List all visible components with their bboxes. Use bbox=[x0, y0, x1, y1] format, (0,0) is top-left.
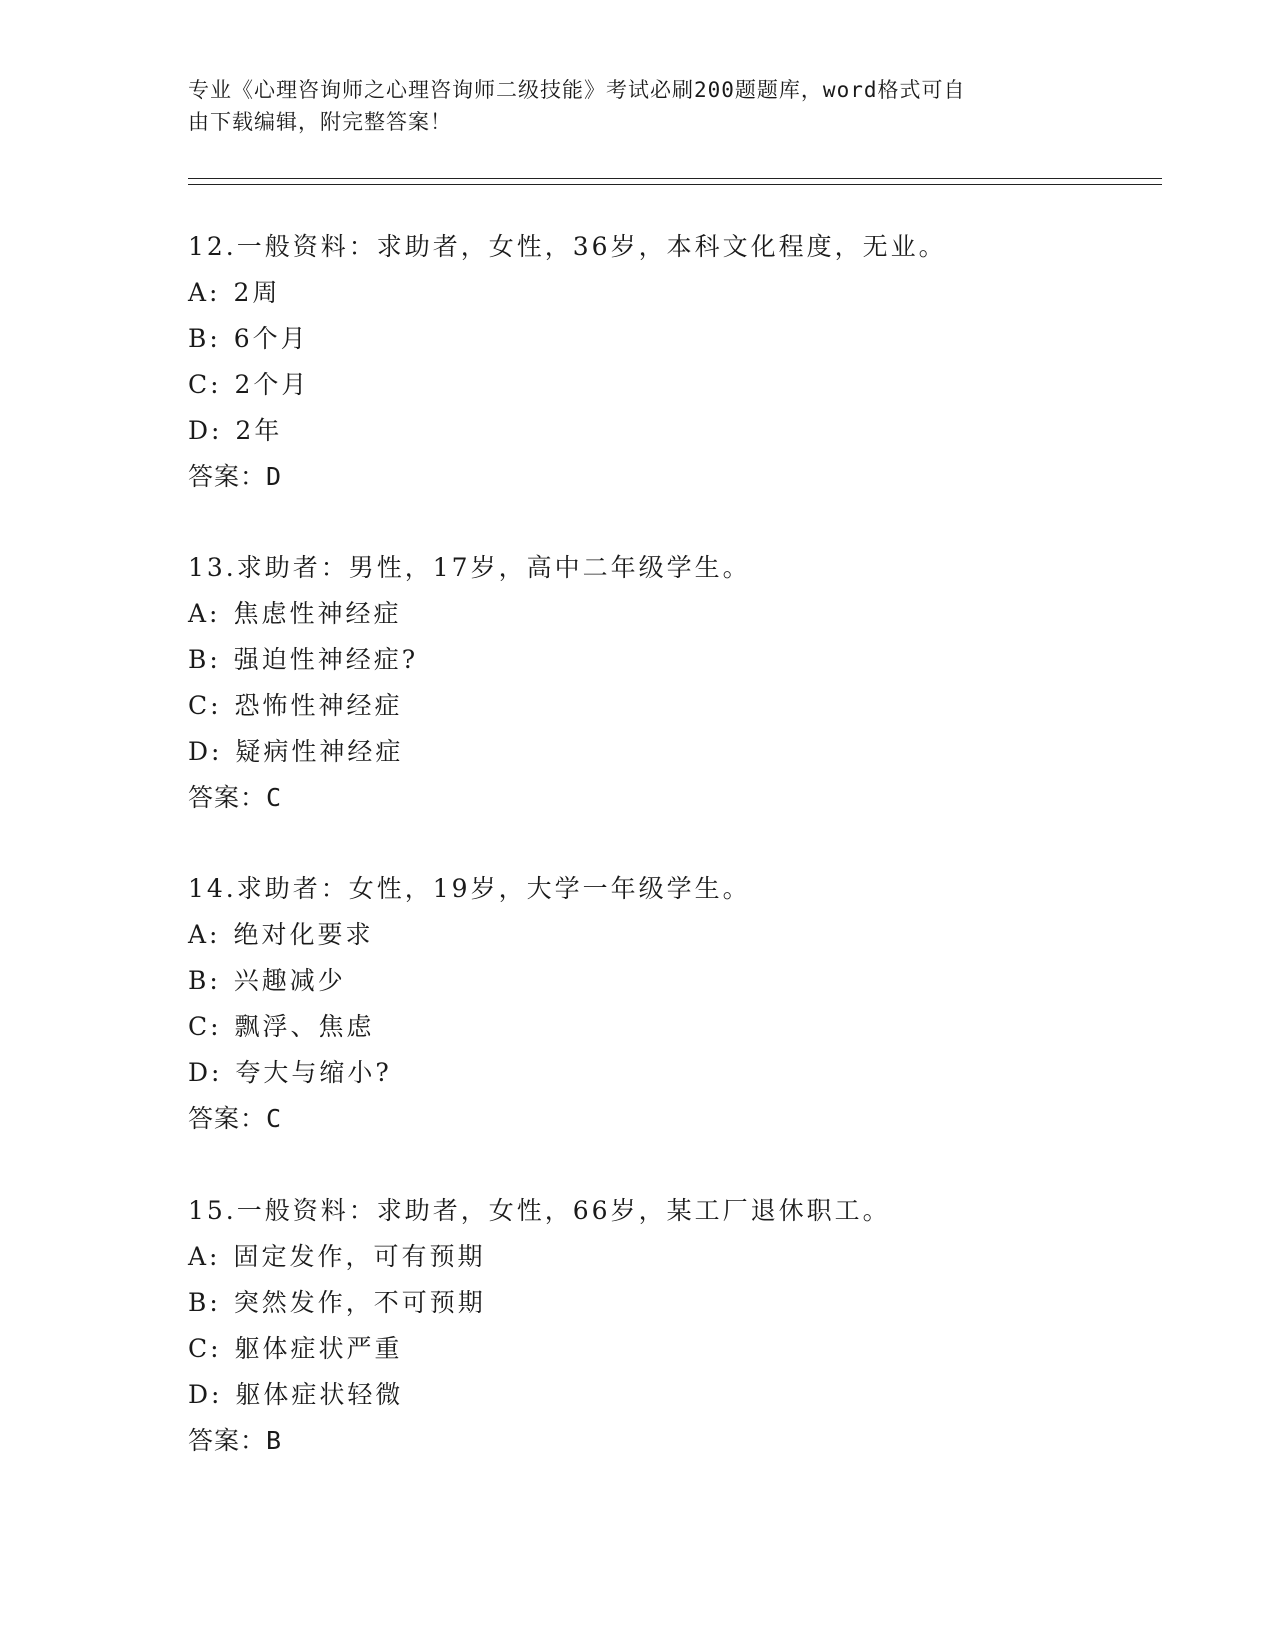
answer-line: 答案：D bbox=[188, 462, 283, 491]
option-letter: A: bbox=[188, 278, 221, 307]
option-text: 固定发作，可有预期 bbox=[233, 1242, 486, 1271]
option-d bbox=[188, 729, 1138, 775]
option-b bbox=[188, 316, 1138, 362]
question-stem: 12.一般资料：求助者，女性，36岁，本科文化程度，无业。 bbox=[188, 232, 947, 261]
question-12 bbox=[188, 224, 1138, 500]
option-letter: C: bbox=[188, 691, 222, 720]
option-a bbox=[188, 591, 1138, 637]
option-text: 2周 bbox=[233, 278, 281, 307]
answer-line: 答案：C bbox=[188, 1104, 283, 1133]
header-divider bbox=[188, 178, 1162, 185]
option-c bbox=[188, 1326, 1138, 1372]
option-letter: C: bbox=[188, 1012, 222, 1041]
option-text: 绝对化要求 bbox=[233, 920, 374, 949]
option-text: 2年 bbox=[235, 416, 283, 445]
option-letter: A: bbox=[188, 920, 221, 949]
question-stem: 13.求助者：男性，17岁，高中二年级学生。 bbox=[188, 553, 751, 582]
option-d bbox=[188, 1050, 1138, 1096]
option-letter: A: bbox=[188, 1242, 221, 1271]
option-letter: B: bbox=[188, 324, 221, 353]
option-text: 6个月 bbox=[233, 324, 309, 353]
option-b bbox=[188, 1280, 1138, 1326]
option-a bbox=[188, 912, 1138, 958]
option-b bbox=[188, 637, 1138, 683]
question-14 bbox=[188, 866, 1138, 1142]
option-letter: D: bbox=[188, 1380, 223, 1409]
option-text: 夸大与缩小? bbox=[235, 1058, 392, 1087]
question-15 bbox=[188, 1188, 1138, 1464]
option-a bbox=[188, 270, 1138, 316]
option-text: 躯体症状轻微 bbox=[235, 1380, 404, 1409]
option-c bbox=[188, 683, 1138, 729]
option-letter: D: bbox=[188, 737, 223, 766]
answer-line: 答案：B bbox=[188, 1426, 283, 1455]
option-text: 焦虑性神经症 bbox=[233, 599, 402, 628]
option-text: 强迫性神经症? bbox=[233, 645, 419, 674]
option-d bbox=[188, 1372, 1138, 1418]
option-d bbox=[188, 408, 1138, 454]
option-letter: C: bbox=[188, 370, 222, 399]
option-letter: A: bbox=[188, 599, 221, 628]
question-13 bbox=[188, 545, 1138, 821]
option-b bbox=[188, 958, 1138, 1004]
option-letter: B: bbox=[188, 966, 221, 995]
header-line-1: 专业《心理咨询师之心理咨询师二级技能》考试必刷200题题库，word格式可自 bbox=[188, 78, 966, 102]
option-text: 躯体症状严重 bbox=[234, 1334, 403, 1363]
option-text: 飘浮、焦虑 bbox=[234, 1012, 375, 1041]
option-c bbox=[188, 1004, 1138, 1050]
question-stem: 14.求助者：女性，19岁，大学一年级学生。 bbox=[188, 874, 751, 903]
option-text: 恐怖性神经症 bbox=[234, 691, 403, 720]
option-text: 兴趣减少 bbox=[233, 966, 346, 995]
option-a bbox=[188, 1234, 1138, 1280]
option-letter: B: bbox=[188, 645, 221, 674]
answer-line: 答案：C bbox=[188, 783, 283, 812]
document-header bbox=[188, 74, 1068, 138]
header-line-2: 由下载编辑，附完整答案！ bbox=[188, 110, 452, 134]
option-letter: B: bbox=[188, 1288, 221, 1317]
option-text: 疑病性神经症 bbox=[235, 737, 404, 766]
option-letter: D: bbox=[188, 1058, 223, 1087]
option-text: 2个月 bbox=[234, 370, 310, 399]
option-letter: D: bbox=[188, 416, 223, 445]
option-letter: C: bbox=[188, 1334, 222, 1363]
question-stem: 15.一般资料：求助者，女性，66岁，某工厂退休职工。 bbox=[188, 1196, 891, 1225]
option-c bbox=[188, 362, 1138, 408]
option-text: 突然发作，不可预期 bbox=[233, 1288, 486, 1317]
